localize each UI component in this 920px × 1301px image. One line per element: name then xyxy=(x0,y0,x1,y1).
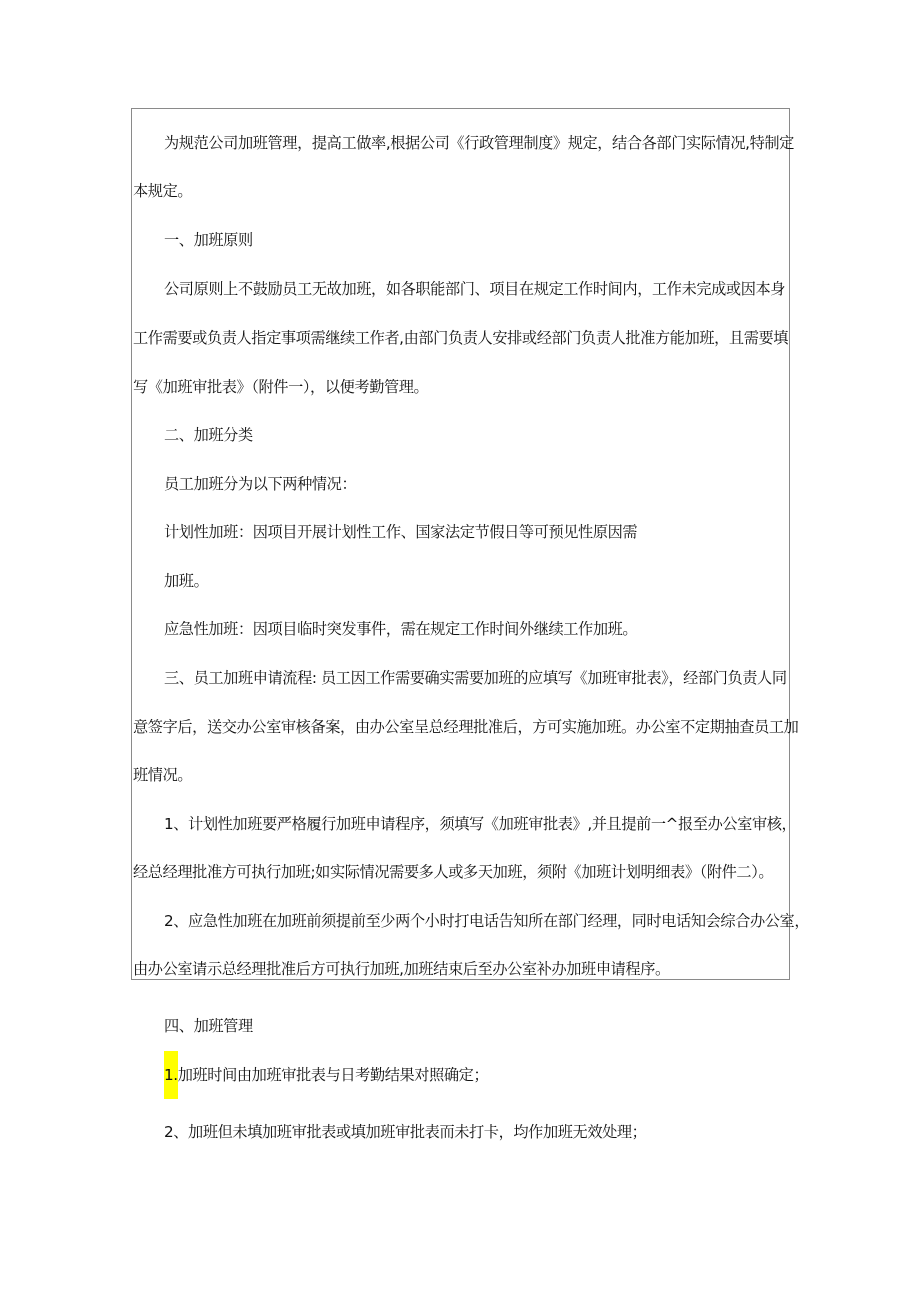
rule-2-line-2: 由办公室请示总经理批准后方可执行加班,加班结束后至办公室补办加班申请程序。 xyxy=(133,960,670,978)
process-line-1: 三、员工加班申请流程: 员工因工作需要确实需要加班的应填写《加班审批表》，经部门负责人同 xyxy=(164,669,787,687)
classification-intro: 员工加班分为以下两种情况： xyxy=(164,475,357,493)
management-item-1-text: 加班时间由加班审批表与日考勤结果对照确定； xyxy=(177,1066,489,1084)
principle-line-1: 公司原则上不鼓励员工无故加班，如各职能部门、项目在规定工作时间内，工作未完成或因本身 xyxy=(164,280,786,298)
section-heading-principles: 一、加班原则 xyxy=(164,231,253,249)
highlighted-number: 1. xyxy=(164,1051,178,1099)
principle-line-2: 工作需要或负责人指定事项需继续工作者,由部门负责人安排或经部门负责人批准方能加班，且需要填 xyxy=(133,329,789,347)
intro-line-1: 为规范公司加班管理，提高工做率,根据公司《行政管理制度》规定，结合各部门实际情况,特制定 xyxy=(164,134,794,152)
management-item-2: 2、加班但未填加班审批表或填加班审批表而未打卡，均作加班无效处理； xyxy=(164,1123,647,1141)
planned-overtime-line-2: 加班。 xyxy=(164,572,209,590)
principle-line-3: 写《加班审批表》（附件一），以便考勤管理。 xyxy=(133,378,429,396)
planned-overtime-line-1: 计划性加班：因项目开展计划性工作、国家法定节假日等可预见性原因需 xyxy=(164,523,638,541)
process-line-2: 意签字后，送交办公室审核备案，由办公室呈总经理批准后，方可实施加班。办公室不定期抽查员工加 xyxy=(133,718,799,736)
process-line-3: 班情况。 xyxy=(133,766,193,784)
rule-1-line-2: 经总经理批准方可执行加班;如实际情况需要多人或多天加班，须附《加班计划明细表》（附件二）。 xyxy=(133,863,774,881)
section-heading-management: 四、加班管理 xyxy=(164,1017,253,1035)
emergency-overtime: 应急性加班：因项目临时突发事件，需在规定工作时间外继续工作加班。 xyxy=(164,620,638,638)
intro-line-2: 本规定。 xyxy=(133,182,193,200)
management-item-1 xyxy=(164,1065,488,1085)
rule-2-line-1: 2、应急性加班在加班前须提前至少两个小时打电话告知所在部门经理，同时电话知会综合办公室， xyxy=(164,912,810,930)
section-heading-classification: 二、加班分类 xyxy=(164,426,253,444)
rule-1-line-1: 1、计划性加班要严格履行加班申请程序，须填写《加班审批表》,并且提前一^报至办公室审核， xyxy=(164,815,797,833)
